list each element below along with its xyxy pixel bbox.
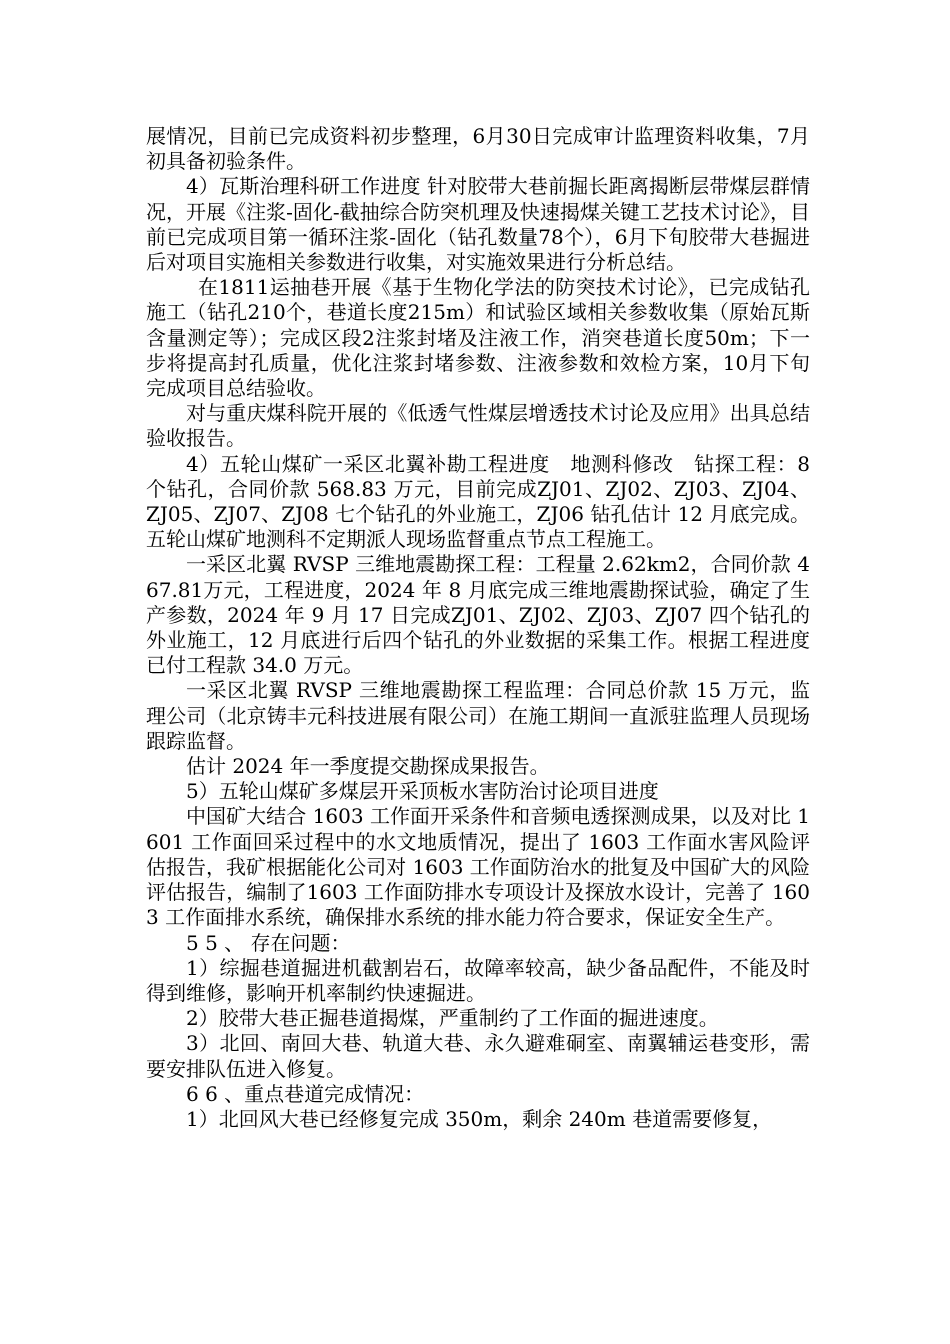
paragraph: 2）胶带大巷正掘巷道揭煤，严重制约了工作面的掘进速度。	[186, 1006, 719, 1031]
paragraph: 1）综掘巷道掘进机截割岩石，故障率较高，缺少备品配件，不能及时得到维修，影响开机率制约快速掘进。	[146, 955, 810, 1005]
paragraph: 对与重庆煤科院开展的《低透气性煤层增透技术讨论及应用》出具总结验收报告。	[146, 401, 810, 451]
paragraph: 中国矿大结合 1603 工作面开采条件和音频电透探测成果，以及对比 1601 工作面回采过程中的水文地质情况，提出了 1603 工作面水害风险评估报告，我矿根据能化公司对 1603 工作面防治水的批复及中国矿大的风险评估报告，编制了1603 工作面防排水专项设计及探放水设计，完善了 1603 工作面排水系统，确保排水系统的排水能力符合要求，保证安全生产。	[146, 804, 810, 930]
document-body	[146, 124, 810, 1132]
paragraph: 展情况，目前已完成资料初步整理，6月30日完成审计监理资料收集，7月初具备初验条件。	[146, 124, 810, 174]
paragraph: 5）五轮山煤矿多煤层开采顶板水害防治讨论项目进度	[186, 779, 659, 804]
section-heading: 6 6 、重点巷道完成情况：	[186, 1081, 425, 1106]
paragraph: 估计 2024 年一季度提交勘探成果报告。	[186, 754, 550, 779]
paragraph: 4）五轮山煤矿一采区北翼补勘工程进度 地测科修改 钻探工程：8 个钻孔，合同价款 568.83 万元，目前完成ZJ01、ZJ02、ZJ03、ZJ04、ZJ05、ZJ07、ZJ08 七个钻孔的外业施工，ZJ06 钻孔估计 12 月底完成。五轮山煤矿地测科不定期派人现场监督重点节点工程施工。	[146, 451, 810, 552]
paragraph: 在1811运抽巷开展《基于生物化学法的防突技术讨论》，已完成钻孔施工（钻孔210个，巷道长度215m）和试验区域相关参数收集（原始瓦斯含量测定等）；完成区段2注浆封堵及注液工作，消突巷道长度50m；下一步将提高封孔质量，优化注浆封堵参数、注液参数和效检方案，10月下旬完成项目总结验收。	[146, 275, 810, 401]
paragraph: 1）北回风大巷已经修复完成 350m，剩余 240m 巷道需要修复，	[186, 1106, 773, 1131]
section-heading: 5 5 、 存在问题：	[186, 930, 351, 955]
paragraph: 4）瓦斯治理科研工作进度 针对胶带大巷前掘长距离揭断层带煤层群情况，开展《注浆-固化-截抽综合防突机理及快速揭煤关键工艺技术讨论》，目前已完成项目第一循环注浆-固化（钻孔数量78个），6月下旬胶带大巷掘进后对项目实施相关参数进行收集，对实施效果进行分析总结。	[146, 174, 810, 275]
paragraph: 一采区北翼 RVSP 三维地震勘探工程监理：合同总价款 15 万元，监理公司（北京铸丰元科技进展有限公司）在施工期间一直派驻监理人员现场跟踪监督。	[146, 678, 810, 753]
paragraph: 3）北回、南回大巷、轨道大巷、永久避难硐室、南翼辅运巷变形，需要安排队伍进入修复。	[146, 1031, 810, 1081]
paragraph: 一采区北翼 RVSP 三维地震勘探工程：工程量 2.62km2，合同价款 467.81万元，工程进度，2024 年 8 月底完成三维地震勘探试验，确定了生产参数，2024 年 9 月 17 日完成ZJ01、ZJ02、ZJ03、ZJ07 四个钻孔的外业施工，12 月底进行后四个钻孔的外业数据的采集工作。根据工程进度已付工程款 34.0 万元。	[146, 552, 810, 678]
